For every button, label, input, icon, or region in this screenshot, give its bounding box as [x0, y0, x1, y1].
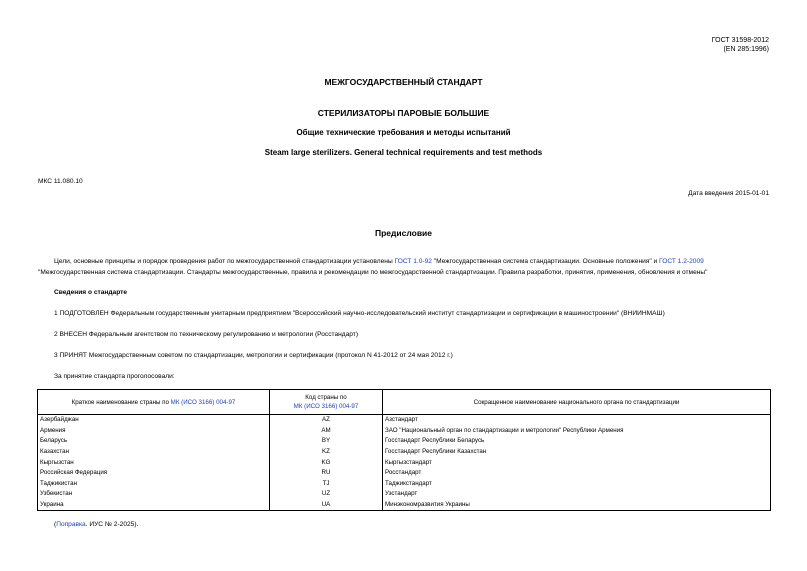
preface-text-3: "Межгосударственная система стандартизации. Стандарты межгосударственные, правила и рекомендации по межгосударственной стандартизации. Правила разработки, принятия, применения, обновления и отмены" [38, 269, 708, 276]
table-row [38, 489, 771, 500]
item-adopted: 3 ПРИНЯТ Межгосударственным советом по стандартизации, метрологии и сертификации (протокол N 41-2012 от 24 мая 2012 г.) [54, 352, 453, 359]
amendment-link[interactable]: Поправка [56, 521, 86, 528]
table-row [38, 500, 771, 511]
table-row [38, 447, 771, 458]
code-cell: AZ [270, 415, 383, 426]
code-cell: BY [270, 436, 383, 447]
code-cell: AM [270, 426, 383, 437]
body-cell: ЗАО "Национальный орган по стандартизации и метрологии" Республики Армения [383, 426, 771, 437]
country-cell: Армения [38, 426, 270, 437]
body-cell: Узстандарт [383, 489, 771, 500]
table-row [38, 457, 771, 468]
voted-caption: За принятие стандарта проголосовали: [54, 373, 175, 380]
header-code-text: Код страны по [305, 394, 347, 401]
item-introduced: 2 ВНЕСЕН Федеральным агентством по техническому регулированию и метрологии (Росстандарт) [54, 331, 359, 338]
equivalent-standard: (EN 285:1996) [723, 46, 769, 53]
mk-iso-link[interactable]: МК (ИСО 3166) 004-97 [170, 398, 236, 406]
amendment-open: ( [54, 521, 57, 528]
code-cell: TJ [270, 479, 383, 490]
country-cell: Азербайджан [38, 415, 270, 426]
preface-text-2: "Межгосударственная система стандартизации. Основные положения" и [431, 258, 660, 265]
body-cell: Азстандарт [383, 415, 771, 426]
document-subtitle: Общие технические требования и методы испытаний [296, 128, 511, 137]
preface-paragraph [38, 256, 769, 278]
document-title-english: Steam large sterilizers. General technical requirements and test methods [264, 148, 543, 157]
document-title: СТЕРИЛИЗАТОРЫ ПАРОВЫЕ БОЛЬШИЕ [317, 108, 490, 118]
body-cell: Госстандарт Республики Беларусь [383, 436, 771, 447]
country-cell: Украина [38, 500, 270, 511]
header-body: Сокращенное наименование национального органа по стандартизации [383, 390, 771, 415]
country-cell: Узбекистан [38, 489, 270, 500]
document-code [712, 36, 769, 54]
standard-number: ГОСТ 31598-2012 [711, 37, 769, 44]
table-row [38, 436, 771, 447]
body-cell: Кыргызстандарт [383, 457, 771, 468]
header-code [270, 390, 383, 415]
voting-states-table [37, 389, 771, 511]
document-type: МЕЖГОСУДАРСТВЕННЫЙ СТАНДАРТ [324, 77, 483, 87]
country-cell: Казахстан [38, 447, 270, 458]
code-cell: RU [270, 468, 383, 479]
preface-heading: Предисловие [374, 228, 433, 238]
gost-1-2-link[interactable]: ГОСТ 1.2-2009 [659, 258, 704, 265]
preface-text-1: Цели, основные принципы и порядок проведения работ по межгосударственной стандартизации установлены [54, 258, 395, 265]
mk-iso-link[interactable]: МК (ИСО 3166) 004-97 [293, 403, 359, 410]
table-row [38, 479, 771, 490]
info-heading: Сведения о стандарте [54, 289, 128, 296]
amendment-note [54, 521, 138, 528]
table-row [38, 468, 771, 479]
country-cell: Российская Федерация [38, 468, 270, 479]
table-body [38, 415, 771, 511]
code-cell: UZ [270, 489, 383, 500]
code-cell: UA [270, 500, 383, 511]
table-row [38, 415, 771, 426]
table-row [38, 426, 771, 437]
table-header-row [38, 390, 771, 415]
mks-code: МКС 11.080.10 [38, 178, 83, 185]
amendment-rest: . ИУС № 2-2025). [85, 521, 139, 528]
item-prepared: 1 ПОДГОТОВЛЕН Федеральным государственным унитарным предприятием "Всероссийский научно-исследовательский институт стандартизации и сертификации в машиностроении" (ВНИИНМАШ) [54, 310, 665, 317]
body-cell: Госстандарт Республики Казахстан [383, 447, 771, 458]
body-cell: Росстандарт [383, 468, 771, 479]
code-cell: KZ [270, 447, 383, 458]
body-cell: Минэкономразвития Украины [383, 500, 771, 511]
gost-1-0-link[interactable]: ГОСТ 1.0-92 [394, 258, 432, 265]
header-country-text: Краткое наименование страны по [71, 398, 171, 406]
country-cell: Кыргызстан [38, 457, 270, 468]
country-cell: Беларусь [38, 436, 270, 447]
body-cell: Таджикстандарт [383, 479, 771, 490]
header-country [38, 390, 270, 415]
intro-date: Дата введения 2015-01-01 [688, 190, 769, 197]
country-cell: Таджикистан [38, 479, 270, 490]
code-cell: KG [270, 457, 383, 468]
